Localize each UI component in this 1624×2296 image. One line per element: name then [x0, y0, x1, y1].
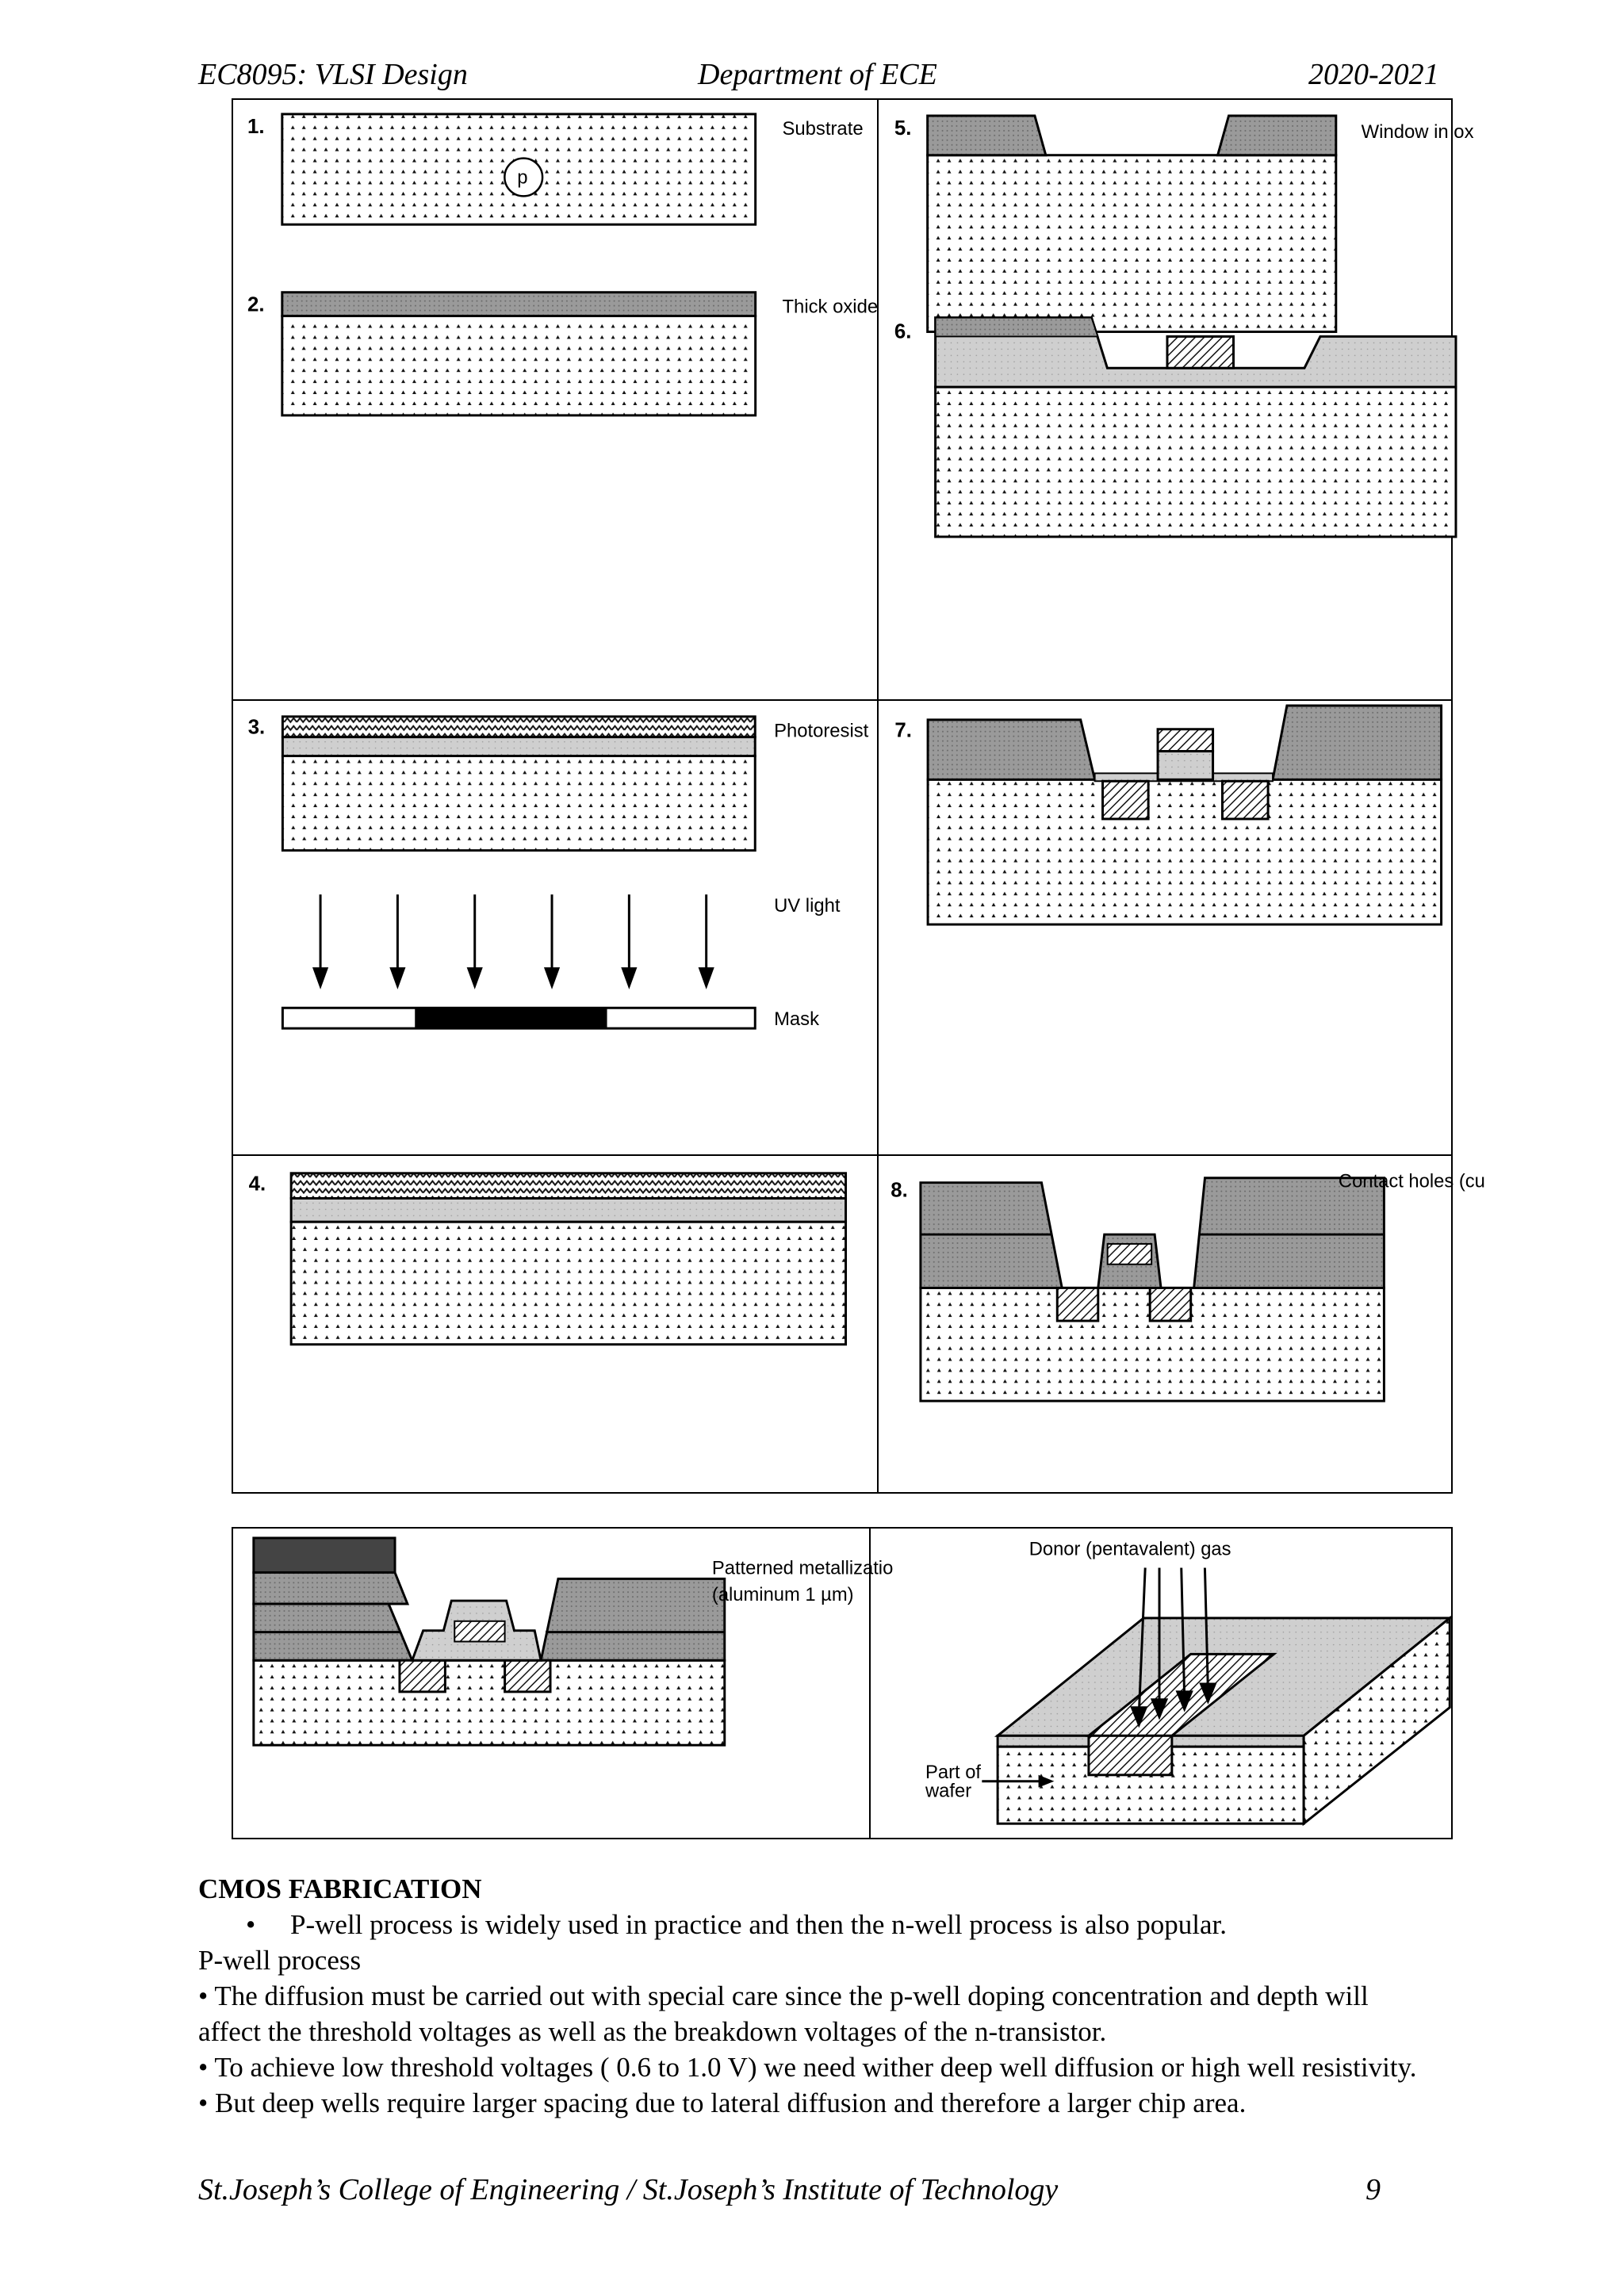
step3-label-photoresist: Photoresist — [774, 720, 869, 742]
step7-drain — [1222, 781, 1268, 819]
metal-label-1: Patterned metallizatio — [711, 1557, 894, 1579]
step8-oxide-right — [1194, 1178, 1385, 1288]
step7-number: 7. — [894, 719, 912, 742]
step8-source — [1057, 1288, 1098, 1321]
step6-substrate — [936, 387, 1456, 537]
step5-label: Window in ox — [1361, 121, 1474, 143]
step3-number: 3. — [247, 716, 266, 739]
diffusion-label-gas: Donor (pentavalent) gas — [1028, 1538, 1231, 1560]
step8-label: Contact holes (cu — [1338, 1170, 1485, 1192]
step6-number: 6. — [894, 320, 912, 343]
metal-oxide-upper-left — [254, 1572, 408, 1604]
figure-step5-6 — [877, 98, 1474, 701]
bullet-diffusion: • The diffusion must be carried out with special care since the p-well doping concentration and depth will affect the threshold voltages as well as the breakdown voltages of the n-transistor. — [198, 1980, 1369, 2047]
step8-gate — [1108, 1244, 1151, 1265]
diffused-region — [1089, 1735, 1172, 1774]
subheading-pwell: P-well process — [198, 1945, 362, 1976]
step4-oxide — [291, 1198, 845, 1222]
figure-step1-2 — [232, 98, 879, 701]
metal-drain — [505, 1660, 550, 1692]
metal-source — [400, 1660, 445, 1692]
metal-label-2: (aluminum 1 µm) — [711, 1584, 854, 1606]
figure-metallization — [232, 1527, 894, 1839]
step3-photoresist — [282, 717, 755, 737]
step3-label-mask: Mask — [774, 1008, 820, 1031]
header-year: 2020-2021 — [1308, 58, 1439, 91]
metal-aluminum-left — [254, 1538, 395, 1573]
step7-substrate — [928, 779, 1441, 924]
step6-gate — [1167, 336, 1234, 368]
header-course: EC8095: VLSI Design — [198, 58, 468, 91]
body-text — [198, 1871, 1435, 2121]
step1-badge-text: p — [517, 166, 528, 189]
figure-step3 — [232, 699, 879, 1156]
step7-gate — [1158, 729, 1213, 752]
step2-oxide — [282, 293, 756, 316]
step7-source — [1103, 781, 1149, 819]
step2-label: Thick oxide — [782, 296, 879, 318]
step1-label: Substrate — [782, 117, 864, 140]
step2-substrate — [282, 316, 756, 415]
figure-step4 — [232, 1154, 879, 1494]
step7-oxide-right — [1273, 706, 1442, 779]
footer-page-number: 9 — [1365, 2173, 1381, 2206]
step4-number: 4. — [248, 1173, 266, 1196]
step7-oxide-left — [928, 720, 1095, 779]
step1-number: 1. — [247, 115, 265, 138]
diffusion-label-wafer-2: wafer — [925, 1780, 972, 1802]
figure-step7 — [877, 699, 1453, 1156]
step3-oxide — [282, 737, 755, 756]
step3-label-uv: UV light — [774, 895, 841, 917]
bullet-pwell-popular: • P-well process is widely used in practice and then the n-well process is also popular. — [246, 1909, 1227, 1940]
step6-oxide-top-left — [936, 318, 1098, 337]
step3-mask-opaque — [415, 1008, 607, 1028]
metal-gate — [454, 1621, 504, 1642]
metal-substrate — [254, 1660, 725, 1745]
step4-photoresist — [291, 1173, 845, 1199]
figure-step8 — [877, 1154, 1485, 1494]
header-department: Department of ECE — [698, 58, 937, 91]
step4-substrate — [291, 1222, 845, 1345]
figure-diffusion — [869, 1527, 1453, 1839]
step5-oxide-left — [928, 116, 1046, 155]
diffusion-label-wafer-1: Part of — [925, 1761, 982, 1783]
step3-substrate — [282, 756, 755, 851]
section-heading: CMOS FABRICATION — [198, 1873, 482, 1904]
step5-number: 5. — [894, 117, 912, 140]
bullet-threshold: • To achieve low threshold voltages ( 0.6 to 1.0 V) we need wither deep well diffusion or high well resistivity. — [198, 2052, 1417, 2083]
step5-substrate — [928, 155, 1336, 332]
bullet-deep-wells: • But deep wells require larger spacing due to lateral diffusion and therefore a larger chip area. — [198, 2087, 1247, 2118]
step7-gate-oxide — [1158, 752, 1213, 780]
footer-college: St.Joseph’s College of Engineering / St.Joseph’s Institute of Technology — [198, 2173, 1059, 2206]
uv-arrows — [314, 894, 712, 985]
step8-drain — [1150, 1288, 1191, 1321]
step2-number: 2. — [247, 293, 265, 316]
metal-oxide-right — [541, 1578, 725, 1660]
step8-number: 8. — [891, 1179, 908, 1202]
step5-oxide-right — [1218, 116, 1336, 155]
